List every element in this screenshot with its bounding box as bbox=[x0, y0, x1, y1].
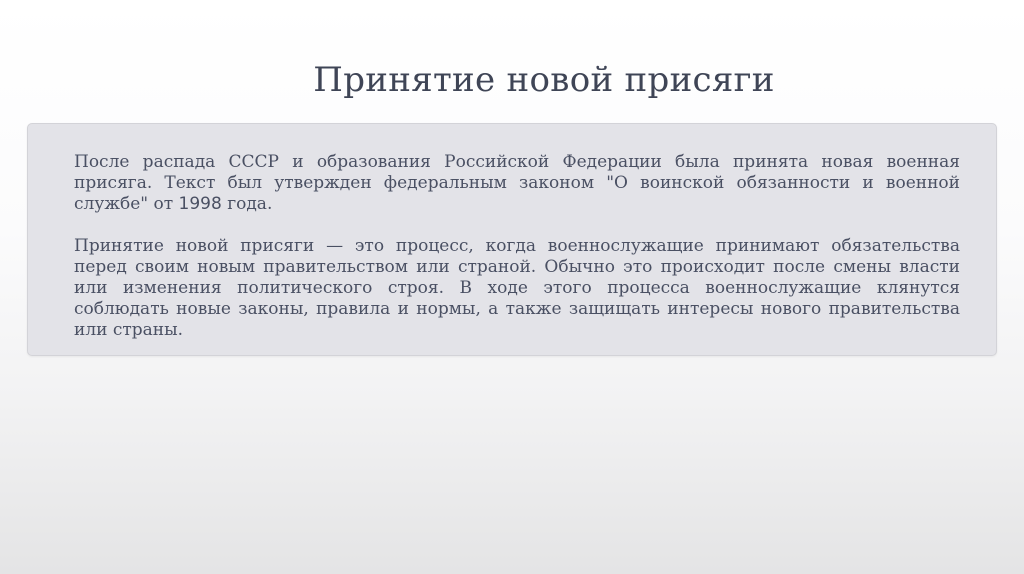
paragraph-history-text: После распада СССР и образования Российской Федерации была принята новая военная присяга. Текст был утвержден федеральным законом "О воинской обязанности и военной службе" от bbox=[74, 152, 960, 214]
content-box bbox=[27, 123, 997, 356]
slide-title: Принятие новой присяги bbox=[313, 60, 775, 100]
year-value: 1998 bbox=[178, 194, 222, 214]
paragraph-history bbox=[74, 152, 960, 215]
paragraph-history-tail: года. bbox=[221, 194, 273, 214]
content-text bbox=[74, 152, 960, 341]
paragraph-definition: Принятие новой присяги — это процесс, когда военнослужащие принимают обязательства перед своим новым правительством или страной. Обычно это происходит после смены власти или изменения политического строя. В ходе этого процесса военнослужащие клянутся соблюдать новые законы, правила и нормы, а также защищать интересы нового правительства или страны. bbox=[74, 236, 960, 340]
